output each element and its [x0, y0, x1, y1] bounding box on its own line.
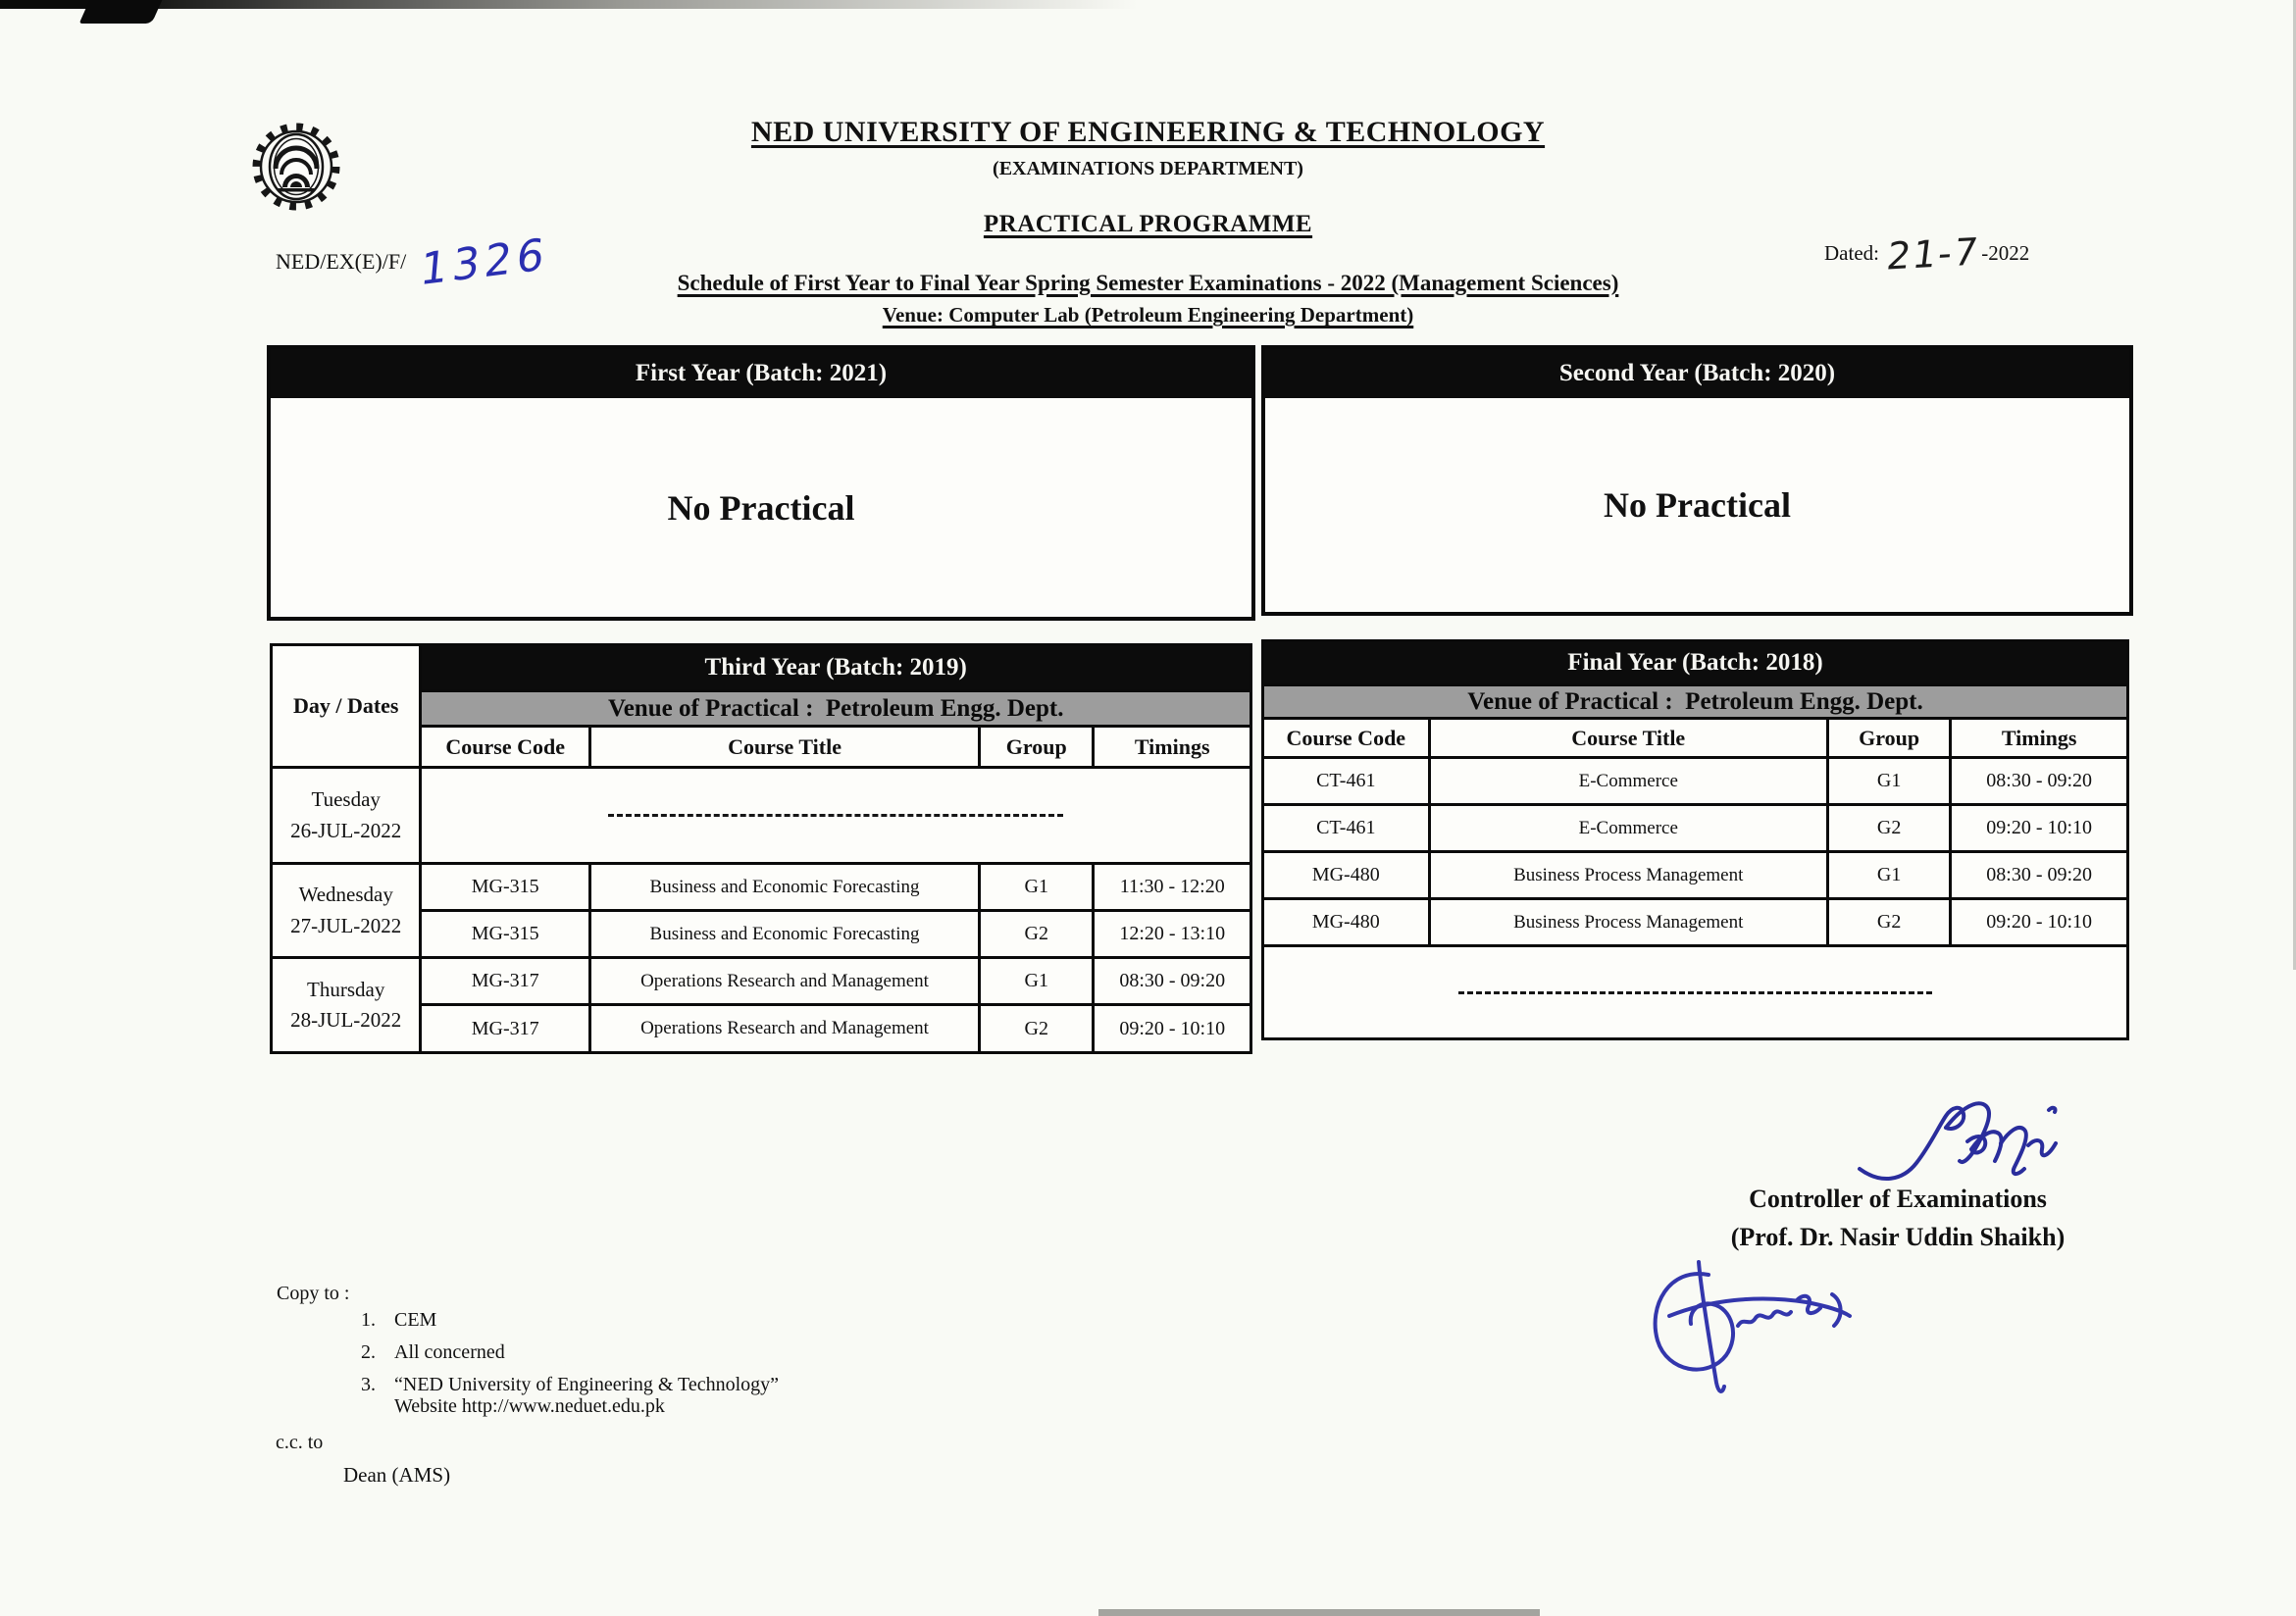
- signature-block: [1667, 1180, 2128, 1256]
- copy-to-item: [361, 1342, 779, 1362]
- course-timings: 09:20 - 10:10: [1094, 1005, 1251, 1053]
- document-header: [0, 116, 2296, 328]
- second-year-body: No Practical: [1604, 485, 1791, 525]
- course-group: G2: [1827, 899, 1950, 946]
- first-year-body: No Practical: [667, 487, 855, 528]
- cc-name: Dean (AMS): [343, 1463, 451, 1487]
- third-year-table: [270, 643, 1252, 1054]
- col-timings: Timings: [1951, 719, 2128, 758]
- copy-to-item: [361, 1375, 779, 1416]
- day-dates-header: Day / Dates: [272, 645, 421, 768]
- third-year-venue: Venue of Practical : Petroleum Engg. Dept.: [421, 691, 1251, 727]
- course-group: G2: [980, 1005, 1094, 1053]
- third-year-title: Third Year (Batch: 2019): [421, 645, 1251, 691]
- course-code: MG-315: [421, 911, 590, 958]
- course-group: G2: [1827, 805, 1950, 852]
- item-label: All concerned: [394, 1341, 505, 1363]
- day-cell-tuesday: [272, 768, 421, 864]
- course-group: G1: [1827, 758, 1950, 805]
- stamp-signature-icon: [1640, 1257, 1875, 1409]
- item-number: 1.: [361, 1309, 376, 1331]
- copy-to-label: Copy to :: [277, 1283, 350, 1304]
- day-cell-wednesday: [272, 864, 421, 958]
- course-group: G1: [980, 958, 1094, 1005]
- dated-label: Dated:: [1824, 241, 1879, 265]
- course-title: Business Process Management: [1429, 899, 1827, 946]
- document-title: PRACTICAL PROGRAMME: [983, 211, 1313, 237]
- course-group: G1: [980, 864, 1094, 911]
- course-title: Operations Research and Management: [589, 958, 979, 1005]
- course-code: CT-461: [1263, 805, 1430, 852]
- dated-handwritten: 21-7: [1884, 229, 1982, 278]
- final-year-title: Final Year (Batch: 2018): [1263, 641, 2128, 685]
- course-group: G1: [1827, 852, 1950, 899]
- item-number: 2.: [361, 1341, 376, 1363]
- course-code: CT-461: [1263, 758, 1430, 805]
- course-timings: 09:20 - 10:10: [1951, 899, 2128, 946]
- course-code: MG-480: [1263, 899, 1430, 946]
- item-number: 3.: [361, 1374, 376, 1395]
- examinations-department-line: (EXAMINATIONS DEPARTMENT): [993, 158, 1303, 179]
- reference-label: NED/EX(E)/F/: [276, 249, 407, 274]
- reference-number-handwritten: 1326: [418, 228, 551, 296]
- course-code: MG-315: [421, 864, 590, 911]
- col-course-code: Course Code: [421, 727, 590, 768]
- signature-title: Controller of Examinations: [1749, 1185, 2047, 1213]
- course-code: MG-480: [1263, 852, 1430, 899]
- course-timings: 08:30 - 09:20: [1951, 852, 2128, 899]
- course-timings: 12:20 - 13:10: [1094, 911, 1251, 958]
- day-name: Tuesday: [311, 787, 381, 811]
- final-year-table: [1261, 639, 2129, 1040]
- reference-line: [276, 228, 551, 296]
- course-group: G2: [980, 911, 1094, 958]
- day-cell-thursday: [272, 958, 421, 1053]
- course-title: Operations Research and Management: [589, 1005, 979, 1053]
- col-timings: Timings: [1094, 727, 1251, 768]
- copy-to-item: [361, 1310, 779, 1330]
- course-title: Business Process Management: [1429, 852, 1827, 899]
- course-title: E-Commerce: [1429, 758, 1827, 805]
- empty-schedule-cell: [421, 768, 1251, 864]
- empty-schedule-cell: [1263, 946, 2128, 1039]
- website-line: Website http://www.neduet.edu.pk: [394, 1395, 665, 1417]
- course-code: MG-317: [421, 1005, 590, 1053]
- signature-name: (Prof. Dr. Nasir Uddin Shaikh): [1730, 1223, 2066, 1251]
- scan-edge-artifact-bottom: [1098, 1609, 1540, 1616]
- venue-line: Venue: Computer Lab (Petroleum Engineering Department): [882, 303, 1414, 327]
- dashed-line: [1458, 991, 1932, 994]
- scan-edge-artifact-top: [0, 0, 1138, 9]
- day-name: Wednesday: [298, 883, 393, 906]
- dated-line: [1824, 229, 2030, 278]
- col-group: Group: [1827, 719, 1950, 758]
- day-date: 27-JUL-2022: [290, 913, 402, 937]
- col-course-code: Course Code: [1263, 719, 1430, 758]
- dashed-line: [608, 814, 1063, 817]
- first-year-box: [267, 345, 1255, 621]
- course-code: MG-317: [421, 958, 590, 1005]
- col-course-title: Course Title: [589, 727, 979, 768]
- dated-year: -2022: [1981, 241, 2030, 265]
- university-title: NED UNIVERSITY OF ENGINEERING & TECHNOLOGY: [750, 116, 1546, 148]
- second-year-box: [1261, 345, 2133, 616]
- day-date: 28-JUL-2022: [290, 1008, 402, 1032]
- course-title: Business and Economic Forecasting: [589, 911, 979, 958]
- day-date: 26-JUL-2022: [290, 818, 402, 842]
- course-title: Business and Economic Forecasting: [589, 864, 979, 911]
- course-title: E-Commerce: [1429, 805, 1827, 852]
- course-timings: 08:30 - 09:20: [1094, 958, 1251, 1005]
- item-label: CEM: [394, 1309, 437, 1331]
- day-name: Thursday: [307, 977, 385, 1001]
- second-year-header: Second Year (Batch: 2020): [1265, 349, 2129, 398]
- item-label: “NED University of Engineering & Technology”: [394, 1374, 780, 1395]
- copy-to-list: [361, 1310, 779, 1429]
- col-course-title: Course Title: [1429, 719, 1827, 758]
- scan-ink-blob: [79, 0, 163, 24]
- schedule-title: Schedule of First Year to Final Year Spring Semester Examinations - 2022 (Management Sciences): [677, 271, 1619, 295]
- course-timings: 09:20 - 10:10: [1951, 805, 2128, 852]
- cc-label: c.c. to: [276, 1432, 324, 1453]
- course-timings: 08:30 - 09:20: [1951, 758, 2128, 805]
- course-timings: 11:30 - 12:20: [1094, 864, 1251, 911]
- final-year-venue: Venue of Practical : Petroleum Engg. Dept.: [1263, 685, 2128, 719]
- col-group: Group: [980, 727, 1094, 768]
- first-year-header: First Year (Batch: 2021): [271, 349, 1251, 398]
